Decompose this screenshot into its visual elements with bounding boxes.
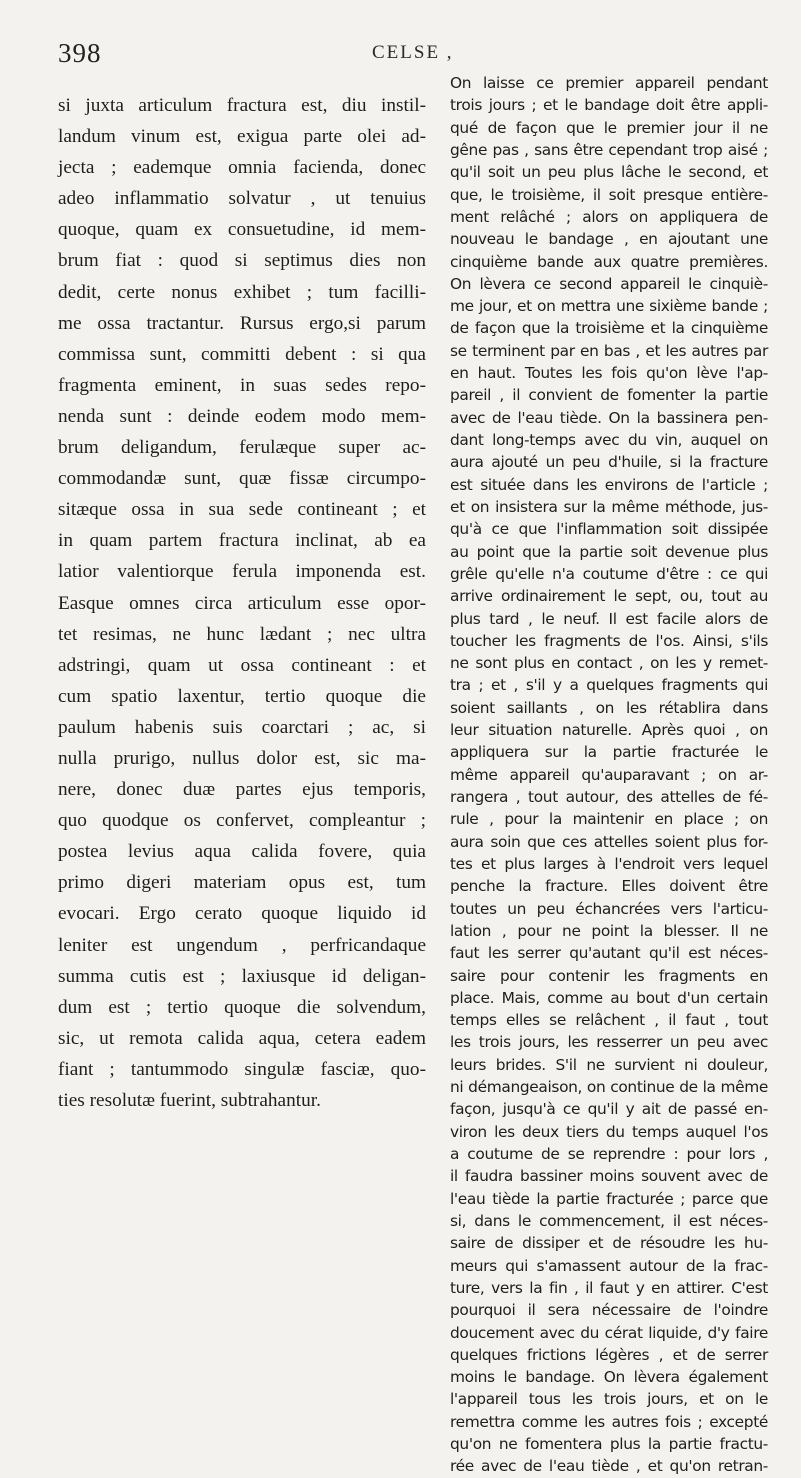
- french-text-line: qu'on ne fomentera plus la partie fractu-: [450, 1435, 768, 1454]
- latin-text-line: postea levius aqua calida fovere, quia: [58, 841, 426, 863]
- latin-text-line: quoque, quam ex consuetudine, id mem-: [58, 219, 426, 241]
- french-translation-column: [450, 72, 768, 1478]
- latin-text-line: evocari. Ergo cerato quoque liquido id: [58, 903, 426, 925]
- french-text-line: doucement avec du cérat liquide, d'y faire: [450, 1323, 768, 1342]
- french-text-line: pourquoi il sera nécessaire de l'oindre: [450, 1301, 768, 1320]
- french-text-line: rangera , tout autour, des attelles de fé-: [450, 788, 768, 806]
- french-text-line: rée avec de l'eau tiède , et qu'on retran-: [450, 1457, 768, 1476]
- french-text-line: avec de l'eau tiède. On la bassinera pen-: [450, 408, 768, 427]
- french-text-line: gêne pas , sans être cependant trop aisé ;: [450, 140, 768, 159]
- french-text-line: même appareil qu'auparavant ; on ar-: [450, 765, 768, 784]
- latin-text-line: adstringi, quam ut ossa contineant : et: [58, 654, 426, 676]
- french-text-line: appliquera sur la partie fracturée le: [450, 743, 768, 762]
- french-text-line: si, dans le commencement, il est néces-: [450, 1211, 768, 1230]
- french-text-line: grêle qu'elle n'a coutume d'être : ce qui: [450, 564, 768, 583]
- french-text-line: saire de dissiper et de résoudre les hu-: [450, 1234, 768, 1253]
- latin-text-line: summa cutis est ; laxiusque id deligan-: [58, 965, 426, 987]
- french-text-line: toucher les fragments de l'os. Ainsi, s'ils: [450, 631, 768, 650]
- french-text-line: ni démangeaison, on continue de la même: [450, 1078, 768, 1097]
- french-text-line: en haut. Toutes les fois qu'on lève l'ap-: [450, 364, 768, 383]
- french-text-line: quelques frictions légères , et de serrer: [450, 1345, 768, 1364]
- latin-text-line: cum spatio laxentur, tertio quoque die: [58, 685, 426, 707]
- french-text-line: plus tard , le neuf. Il est facile alors de: [450, 609, 768, 628]
- french-text-line: a coutume de se reprendre : pour lors ,: [450, 1145, 768, 1163]
- french-text-line: leurs brides. S'il ne survient ni douleur,: [450, 1055, 768, 1074]
- french-text-line: et on insistera sur la même méthode, jus-: [450, 497, 768, 516]
- latin-text-line: nere, donec duæ partes ejus temporis,: [58, 779, 426, 801]
- french-text-line: pareil , il convient de fomenter la partie: [450, 386, 768, 405]
- french-text-line: faut les serrer qu'autant qu'il est néces-: [450, 944, 768, 963]
- french-text-line: il faudra bassiner moins souvent avec de: [450, 1167, 768, 1186]
- french-text-line: toutes un peu échancrées vers l'articu-: [450, 899, 768, 918]
- french-text-line: aura soin que ces attelles soient plus for-: [450, 832, 768, 851]
- latin-text-line: Easque omnes circa articulum esse opor-: [58, 592, 426, 614]
- french-text-line: rule , pour la maintenir en place ; on: [450, 810, 768, 829]
- french-text-line: qué de façon que le premier jour il ne: [450, 118, 768, 137]
- latin-text-line: commissa sunt, committi debent : si qua: [58, 343, 426, 365]
- french-text-line: On lèvera ce second appareil le cinquiè-: [450, 274, 768, 293]
- french-text-line: leur situation naturelle. Après quoi , on: [450, 721, 768, 740]
- latin-text-line: sitæque ossa in sua sede contineant ; et: [58, 499, 426, 521]
- latin-text-line: primo digeri materiam opus est, tum: [58, 872, 426, 894]
- french-text-line: de façon que la troisième et la cinquième: [450, 319, 768, 338]
- french-text-line: façon, jusqu'à ce qu'il y ait de passé en-: [450, 1100, 768, 1119]
- french-text-line: tes et plus larges à l'endroit vers lequel: [450, 854, 768, 873]
- french-text-line: les trois jours, les resserrer un peu avec: [450, 1033, 768, 1052]
- latin-text-line: nenda sunt : deinde eodem modo mem-: [58, 405, 426, 427]
- french-text-line: est située dans les environs de l'article ;: [450, 475, 768, 494]
- french-text-line: cinquième bande aux quatre premières.: [450, 252, 768, 271]
- french-text-line: arrive ordinairement le sept, ou, tout au: [450, 587, 768, 606]
- french-text-line: On laisse ce premier appareil pendant: [450, 74, 768, 92]
- french-text-line: ture, vers la fin , il faut y en attirer. C'est: [450, 1278, 768, 1297]
- french-text-line: ne sont plus en contact , on les y remet-: [450, 654, 768, 673]
- french-text-line: aura ajouté un peu d'huile, si la fracture: [450, 453, 768, 472]
- latin-text-line: nulla prurigo, nullus dolor est, sic ma-: [58, 747, 426, 769]
- french-text-line: se terminent par en bas , et les autres par: [450, 341, 768, 360]
- french-text-line: viron les deux tiers du temps auquel l'os: [450, 1122, 768, 1141]
- french-text-line: tra ; et , s'il y a quelques fragments qui: [450, 676, 768, 695]
- latin-text-line: ties resolutæ fuerint, subtrahantur.: [58, 1090, 321, 1111]
- french-text-line: au point que la partie soit devenue plus: [450, 542, 768, 561]
- french-text-line: moins le bandage. On lèvera également: [450, 1368, 768, 1387]
- latin-text-line: fragmenta eminent, in suas sedes repo-: [58, 374, 426, 396]
- french-text-line: lation , pour ne point la blesser. Il ne: [450, 921, 768, 940]
- page-number: 398: [58, 38, 102, 68]
- french-text-line: me jour, et on mettra une sixième bande ;: [450, 297, 768, 316]
- latin-text-line: landum vinum est, exigua parte olei ad-: [58, 126, 426, 148]
- latin-text-line: brum fiat : quod si septimus dies non: [58, 250, 426, 272]
- latin-text-line: sic, ut remota calida aqua, cetera eadem: [58, 1027, 426, 1049]
- french-text-line: temps elles se relâchent , il faut , tout: [450, 1011, 768, 1030]
- french-text-line: nouveau le bandage , en ajoutant une: [450, 230, 768, 249]
- latin-text-line: paulum habenis suis coarctari ; ac, si: [58, 716, 426, 738]
- latin-text-line: fiant ; tantummodo singulæ fasciæ, quo-: [58, 1058, 426, 1080]
- latin-text-column: [58, 90, 426, 1116]
- latin-text-line: leniter est ungendum , perfricandaque: [58, 934, 426, 956]
- latin-text-line: tet resimas, ne hunc lædant ; nec ultra: [58, 623, 426, 645]
- latin-text-line: me ossa tractantur. Rursus ergo,si parum: [58, 312, 426, 334]
- french-text-line: penche la fracture. Elles doivent être: [450, 877, 768, 896]
- running-head: CELSE ,: [372, 42, 454, 63]
- french-text-line: l'appareil tous les trois jours, et on le: [450, 1390, 768, 1409]
- latin-text-line: dedit, certe nonus exhibet ; tum facilli-: [58, 281, 426, 303]
- latin-text-line: brum deligandum, ferulæque super ac-: [58, 437, 426, 459]
- french-text-line: soient saillants , on les rétablira dans: [450, 698, 768, 717]
- latin-text-line: dum est ; tertio quoque die solvendum,: [58, 996, 426, 1018]
- latin-text-line: si juxta articulum fractura est, diu instil-: [58, 95, 426, 116]
- french-text-line: que, le troisième, il soit presque entière-: [450, 185, 768, 204]
- latin-text-line: quo quodque os confervet, compleantur ;: [58, 810, 426, 832]
- french-text-line: meurs qui s'amassent autour de la frac-: [450, 1256, 768, 1275]
- latin-text-line: jecta ; eademque omnia facienda, donec: [58, 157, 426, 179]
- french-text-line: saire pour contenir les fragments en: [450, 966, 768, 985]
- french-text-line: remettra comme les autres fois ; excepté: [450, 1412, 768, 1431]
- latin-text-line: commodandæ sunt, quæ fissæ circumpo-: [58, 468, 426, 490]
- french-text-line: ment relâché ; alors on appliquera de: [450, 207, 768, 226]
- french-text-line: qu'il soit un peu plus lâche le second, et: [450, 163, 768, 182]
- french-text-line: dant long-temps avec du vin, auquel on: [450, 431, 768, 449]
- french-text-line: l'eau tiède la partie fracturée ; parce que: [450, 1189, 768, 1208]
- latin-text-line: in quam partem fractura inclinat, ab ea: [58, 530, 426, 552]
- latin-text-line: adeo inflammatio solvatur , ut tenuius: [58, 188, 426, 210]
- latin-text-line: latior valentiorque ferula imponenda est.: [58, 561, 426, 583]
- french-text-line: qu'à ce que l'inflammation soit dissipée: [450, 520, 768, 539]
- french-text-line: place. Mais, comme au bout d'un certain: [450, 988, 768, 1007]
- french-text-line: trois jours ; et le bandage doit être appli-: [450, 96, 768, 115]
